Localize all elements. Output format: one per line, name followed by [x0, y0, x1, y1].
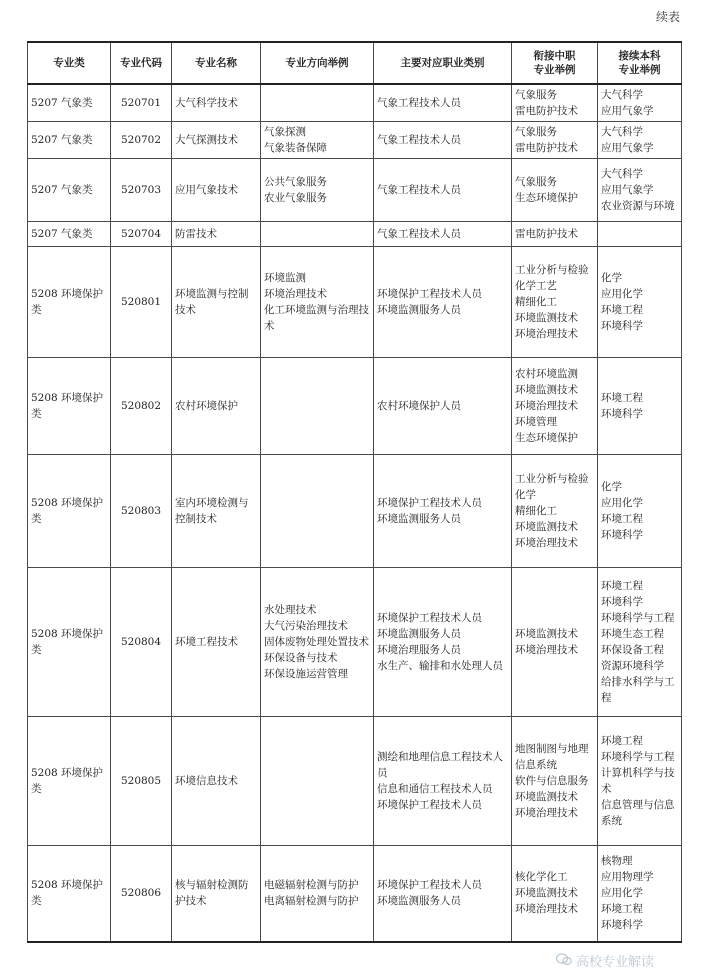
table-row: [28, 122, 682, 159]
cell-secondary: [512, 247, 598, 358]
cell-undergrad: [598, 358, 682, 455]
occupations-item: 环境保护工程技术人员: [377, 799, 482, 811]
undergrad-item: 农业资源与环境: [601, 200, 675, 212]
cell-occupations: [374, 717, 512, 846]
occupations-item: 环境保护工程技术人员: [377, 879, 482, 892]
secondary-item: 工业分析与检验: [515, 264, 589, 276]
cell-occupations: [374, 358, 512, 455]
cell-undergrad: [598, 159, 682, 222]
cell-undergrad: [598, 717, 682, 846]
cell-occupations: [374, 84, 512, 122]
undergrad-item: 环境工程: [601, 304, 643, 316]
cell-directions: [261, 222, 374, 247]
cell-occupations: [374, 568, 512, 717]
header-code: 专业代码: [111, 42, 172, 84]
occupations-item: 气象工程技术人员: [377, 228, 461, 240]
cell-undergrad: [598, 568, 682, 717]
cell-code: 520703: [111, 159, 172, 222]
directions-item: 电磁辐射检测与防护: [264, 879, 359, 892]
table-row: [28, 568, 682, 717]
header-directions: 专业方向举例: [261, 42, 374, 84]
cell-secondary: [512, 358, 598, 455]
table-row: [28, 84, 682, 122]
secondary-item: 工业分析与检验: [515, 473, 589, 485]
undergrad-item: 环境科学与工程: [601, 612, 675, 624]
cell-undergrad: [598, 84, 682, 122]
undergrad-item: 环境科学: [601, 320, 643, 332]
cell-code: 520803: [111, 455, 172, 568]
occupations-item: 测绘和地理信息工程技术人员: [377, 751, 503, 779]
undergrad-item: 环境工程: [601, 513, 643, 525]
occupations-item: 环境监测服务人员: [377, 304, 461, 316]
occupations-item: 环境监测服务人员: [377, 628, 461, 640]
cell-secondary: [512, 455, 598, 568]
undergrad-item: 环境科学: [601, 596, 643, 608]
directions-item: 公共气象服务: [264, 176, 327, 188]
cell-name: 大气科学技术: [172, 84, 261, 122]
secondary-item: 环境监测技术: [515, 887, 578, 900]
occupations-item: 环境监测服务人员: [377, 513, 461, 525]
cell-directions: [261, 122, 374, 159]
directions-item: 水处理技术: [264, 604, 317, 616]
secondary-item: 农村环境监测: [515, 368, 578, 380]
cell-category: 5207 气象类: [28, 159, 111, 222]
table-row: [28, 358, 682, 455]
table-row: [28, 846, 682, 942]
undergrad-item: 环境工程: [601, 903, 643, 916]
undergrad-item: 环境科学与工程: [601, 751, 675, 763]
cell-secondary: [512, 84, 598, 122]
cell-category: 5208 环境保护类: [28, 568, 111, 717]
cell-secondary: [512, 222, 598, 247]
occupations-item: 环境监测服务人员: [377, 895, 461, 908]
undergrad-item: 环境工程: [601, 392, 643, 404]
secondary-item: 雷电防护技术: [515, 105, 578, 117]
secondary-item: 地图制图与地理信息系统: [515, 743, 589, 771]
cell-name: 防雷技术: [172, 222, 261, 247]
secondary-item: 环境管理: [515, 416, 557, 428]
cell-name: 环境信息技术: [172, 717, 261, 846]
undergrad-item: 资源环境科学: [601, 660, 664, 672]
cell-category: 5207 气象类: [28, 84, 111, 122]
cell-category: 5208 环境保护类: [28, 455, 111, 568]
cell-name: 核与辐射检测防护技术: [172, 846, 261, 942]
cell-undergrad: [598, 122, 682, 159]
cell-undergrad: [598, 247, 682, 358]
cell-secondary: [512, 568, 598, 717]
secondary-item: 化学: [515, 489, 536, 501]
watermark-text: 高校专业解读: [576, 955, 655, 970]
undergrad-item: 大气科学: [601, 126, 643, 138]
secondary-item: 气象服务: [515, 89, 557, 101]
undergrad-item: 给排水科学与工程: [601, 676, 675, 704]
wechat-icon: [556, 953, 572, 970]
secondary-item: 化学工艺: [515, 280, 557, 292]
occupations-item: 环境保护工程技术人员: [377, 288, 482, 300]
cell-directions: [261, 159, 374, 222]
cell-occupations: [374, 222, 512, 247]
continued-label: 续表: [655, 10, 680, 24]
cell-category: 5207 气象类: [28, 222, 111, 247]
header-undergrad: 接续本科 专业举例: [598, 42, 682, 84]
cell-code: 520701: [111, 84, 172, 122]
undergrad-item: 应用气象学: [601, 105, 654, 117]
cell-undergrad: [598, 846, 682, 942]
cell-code: 520801: [111, 247, 172, 358]
cell-category: 5208 环境保护类: [28, 846, 111, 942]
cell-code: 520702: [111, 122, 172, 159]
header-category: 专业类: [28, 42, 111, 84]
secondary-item: 气象服务: [515, 176, 557, 188]
directions-item: 环保设施运营管理: [264, 668, 348, 680]
undergrad-item: 应用气象学: [601, 142, 654, 154]
occupations-item: 水生产、输排和水处理人员: [377, 660, 503, 672]
undergrad-item: 环境工程: [601, 735, 643, 747]
table-row: [28, 247, 682, 358]
cell-name: 应用气象技术: [172, 159, 261, 222]
secondary-item: 气象服务: [515, 126, 557, 138]
secondary-item: 环境治理技术: [515, 644, 578, 656]
secondary-item: 精细化工: [515, 505, 557, 517]
secondary-item: 核化学化工: [515, 871, 568, 884]
secondary-item: 环境治理技术: [515, 807, 578, 819]
secondary-item: 雷电防护技术: [515, 142, 578, 154]
cell-occupations: [374, 247, 512, 358]
table-row: [28, 159, 682, 222]
table-row: [28, 455, 682, 568]
cell-category: 5208 环境保护类: [28, 717, 111, 846]
occupations-item: 气象工程技术人员: [377, 184, 461, 196]
undergrad-item: 化学: [601, 481, 622, 493]
cell-directions: [261, 568, 374, 717]
header-name: 专业名称: [172, 42, 261, 84]
undergrad-item: 环境科学: [601, 408, 643, 420]
secondary-item: 环境治理技术: [515, 903, 578, 916]
cell-undergrad: [598, 222, 682, 247]
secondary-item: 精细化工: [515, 296, 557, 308]
occupations-item: 气象工程技术人员: [377, 97, 461, 109]
header-row: [28, 42, 682, 84]
undergrad-item: 应用化学: [601, 497, 643, 509]
table-row: [28, 717, 682, 846]
cell-name: 环境监测与控制技术: [172, 247, 261, 358]
directions-item: 农业气象服务: [264, 192, 327, 204]
occupations-item: 信息和通信工程技术人员: [377, 783, 493, 795]
undergrad-item: 计算机科学与技术: [601, 767, 675, 795]
cell-directions: [261, 247, 374, 358]
header-secondary: 衔接中职 专业举例: [512, 42, 598, 84]
secondary-item: 环境监测技术: [515, 312, 578, 324]
undergrad-item: 应用物理学: [601, 871, 654, 884]
cell-name: 室内环境检测与控制技术: [172, 455, 261, 568]
cell-code: 520804: [111, 568, 172, 717]
cell-code: 520805: [111, 717, 172, 846]
majors-table: [27, 41, 682, 943]
occupations-item: 环境治理服务人员: [377, 644, 461, 656]
cell-directions: [261, 455, 374, 568]
secondary-item: 环境监测技术: [515, 628, 578, 640]
directions-item: 环境监测: [264, 272, 306, 284]
cell-occupations: [374, 455, 512, 568]
secondary-item: 环境监测技术: [515, 791, 578, 803]
cell-category: 5208 环境保护类: [28, 247, 111, 358]
secondary-item: 生态环境保护: [515, 192, 578, 204]
occupations-item: 环境保护工程技术人员: [377, 612, 482, 624]
directions-item: 大气污染治理技术: [264, 620, 348, 632]
undergrad-item: 应用化学: [601, 887, 643, 900]
watermark: [556, 951, 686, 971]
undergrad-item: 化学: [601, 272, 622, 284]
cell-category: 5207 气象类: [28, 122, 111, 159]
header-occupations: 主要对应职业类别: [374, 42, 512, 84]
cell-secondary: [512, 159, 598, 222]
cell-name: 环境工程技术: [172, 568, 261, 717]
table-row: [28, 222, 682, 247]
cell-directions: [261, 84, 374, 122]
undergrad-item: 环境生态工程: [601, 628, 664, 640]
cell-undergrad: [598, 455, 682, 568]
secondary-item: 环境治理技术: [515, 537, 578, 549]
undergrad-item: 大气科学: [601, 168, 643, 180]
secondary-item: 雷电防护技术: [515, 228, 578, 240]
undergrad-item: 环境科学: [601, 919, 643, 932]
occupations-item: 环境保护工程技术人员: [377, 497, 482, 509]
directions-item: 固体废物处理处置技术: [264, 636, 369, 648]
cell-directions: [261, 358, 374, 455]
cell-occupations: [374, 122, 512, 159]
cell-directions: [261, 717, 374, 846]
secondary-item: 环境监测技术: [515, 384, 578, 396]
undergrad-item: 环境工程: [601, 580, 643, 592]
directions-item: 环保设备与技术: [264, 652, 338, 664]
cell-occupations: [374, 846, 512, 942]
undergrad-item: 应用化学: [601, 288, 643, 300]
directions-item: 气象装备保障: [264, 142, 327, 154]
undergrad-item: 核物理: [601, 855, 633, 868]
cell-code: 520806: [111, 846, 172, 942]
directions-item: 气象探测: [264, 126, 306, 138]
directions-item: 环境治理技术: [264, 288, 327, 300]
cell-secondary: [512, 846, 598, 942]
secondary-item: 软件与信息服务: [515, 775, 589, 787]
secondary-item: 环境治理技术: [515, 400, 578, 412]
cell-directions: [261, 846, 374, 942]
cell-occupations: [374, 159, 512, 222]
undergrad-item: 信息管理与信息系统: [601, 799, 675, 827]
undergrad-item: 大气科学: [601, 89, 643, 101]
cell-code: 520802: [111, 358, 172, 455]
table-body: [28, 84, 682, 942]
occupations-item: 气象工程技术人员: [377, 134, 461, 146]
directions-item: 电离辐射检测与防护: [264, 895, 359, 908]
cell-category: 5208 环境保护类: [28, 358, 111, 455]
undergrad-item: 环保设备工程: [601, 644, 664, 656]
occupations-item: 农村环境保护人员: [377, 400, 461, 412]
secondary-item: 生态环境保护: [515, 432, 578, 444]
secondary-item: 环境监测技术: [515, 521, 578, 533]
secondary-item: 环境治理技术: [515, 328, 578, 340]
cell-name: 大气探测技术: [172, 122, 261, 159]
cell-secondary: [512, 122, 598, 159]
cell-name: 农村环境保护: [172, 358, 261, 455]
undergrad-item: 环境科学: [601, 529, 643, 541]
cell-secondary: [512, 717, 598, 846]
undergrad-item: 应用气象学: [601, 184, 654, 196]
directions-item: 化工环境监测与治理技术: [264, 304, 369, 332]
cell-code: 520704: [111, 222, 172, 247]
